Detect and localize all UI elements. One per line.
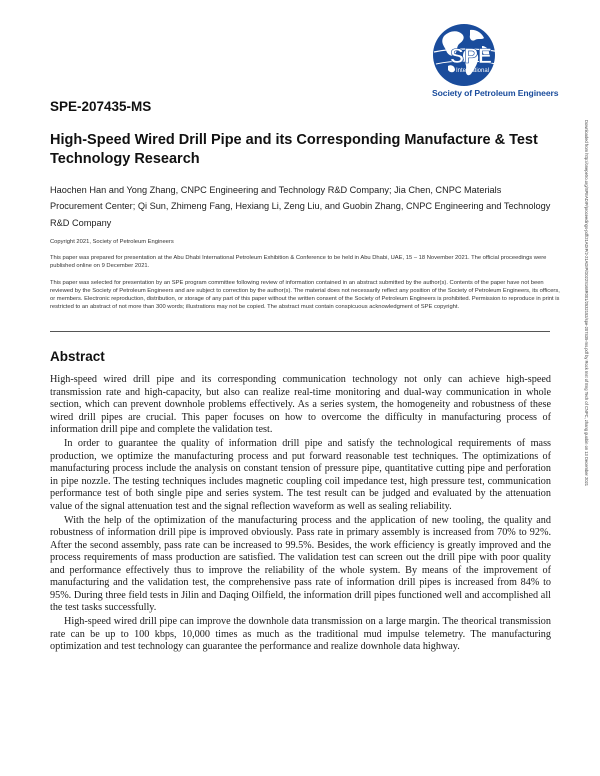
abstract-body bbox=[50, 374, 551, 655]
abstract-paragraph: High-speed wired drill pipe can improve the downhole data transmission on a large margin. The theorical transmission rate can be up to 100 kbps, 10,000 times as much as the traditional mud impulse telemetry. The manufacturing optimization and test technology can guarantee the performance and realize downhole data highway. bbox=[50, 616, 551, 652]
abstract-paragraph: High-speed wired drill pipe and its corresponding communication technology not only can achieve high-speed transmission rate and high-capacity, but also can realize real-time monitoring and dual-way communication in whole section, which can prevent downhole problems effectively. As a series system, the homogeneity and robustness of these wired drill pipes are crucial. This paper focuses on how to overcome the difficulty in manufacturing process of information drill pipe and complete the validation test. bbox=[50, 374, 551, 435]
download-note bbox=[581, 120, 591, 660]
paper-id: SPE-207435-MS bbox=[50, 99, 152, 114]
selection-notice: This paper was selected for presentation by an SPE program committee following review of information contained in an abstract submitted by the author(s). Contents of the paper have not been reviewed by the Society of Petroleum Engineers and are subject to correction by the author(s). The material does not necessarily reflect any position of the Society of Petroleum Engineers, its officers, or members. Electronic reproduction, distribution, or storage of any part of this paper without the written consent of the Society of Petroleum Engineers is prohibited. Permission to reproduce in print is restricted to an abstract of not more than 300 words; illustrations may not be copied. The abstract must contain conspicuous acknowledgment of SPE copyright. bbox=[50, 280, 560, 310]
download-note-text: Downloaded from http://onepetro.org/SPEADIP/proceedings-pdf/21ADIP/2-21ADIP/D022S168R001/2532152/spe-207435-ms.pdf by Rock Inst of Eng Tech of CNPC, zhang guobin on 13 December 2021 bbox=[584, 120, 589, 487]
abstract-paragraph: In order to guarantee the quality of information drill pipe and satisfy the technological requirements of mass production, we optimize the manufacturing process and put forward reasonable test techniques. The optimizations of manufacturing process include the analysis on constant tension of pressure pipe, quantitative cutting pipe and perforation in pipe nozzle. The testing techniques includes magnetic coupling coil impedance test, high pressure test, communication performance test of both single pipe and series system. The test result can be judged and evaluated by the attenuation value of the signal attenuation test and the signal reflection waveform as well as sealing reliability. bbox=[50, 438, 551, 512]
spe-logo bbox=[432, 22, 559, 102]
abstract-heading: Abstract bbox=[50, 349, 105, 364]
paper-title: High-Speed Wired Drill Pipe and its Corresponding Manufacture & Test Technology Research bbox=[50, 132, 538, 167]
publisher-name: Society of Petroleum Engineers bbox=[432, 88, 559, 98]
section-divider bbox=[50, 331, 550, 332]
abstract-paragraph: With the help of the optimization of the manufacturing process and the application of new tooling, the quality and robustness of information drill pipe is improved obviously. Pass rate in primary assembly is increased from 70% to 92%. After the second assembly, pass rate can be increased to 99.5%. Besides, the work efficiency is greatly improved and the process requirements of mass production are satisfied. The validation test can screen out the drill pipe with poor quality and performance effectively thus to improve the reliability of the whole system. By means of the improvement of manufacturing and the validation test, the comprehensive pass rate of information drill pipes is increased from 84% to 95%. During three field tests in Jilin and Daqing Oilfield, the information drill pipes functioned well and accomplished all the test tasks successfully. bbox=[50, 514, 551, 613]
copyright-notice: Copyright 2021, Society of Petroleum Engineers bbox=[50, 239, 174, 245]
logo-subtext: International bbox=[456, 68, 490, 74]
globe-icon bbox=[432, 22, 544, 88]
presentation-notice: This paper was prepared for presentation at the Abu Dhabi International Petroleum Exhibition & Conference to be held in Abu Dhabi, UAE, 15 – 18 November 2021. The official proceedings were published online on 9 December 2021. bbox=[50, 255, 547, 269]
logo-text: SPE bbox=[450, 45, 493, 68]
paper-authors: Haochen Han and Yong Zhang, CNPC Engineering and Technology R&D Company; Jia Chen, CNPC Materials Procurement Center; Qi Sun, Zhimeng Fang, Hexiang Li, Zeng Liu, and Guobin Zhang, CNPC Engineering and Technology R&D Company bbox=[50, 185, 551, 228]
